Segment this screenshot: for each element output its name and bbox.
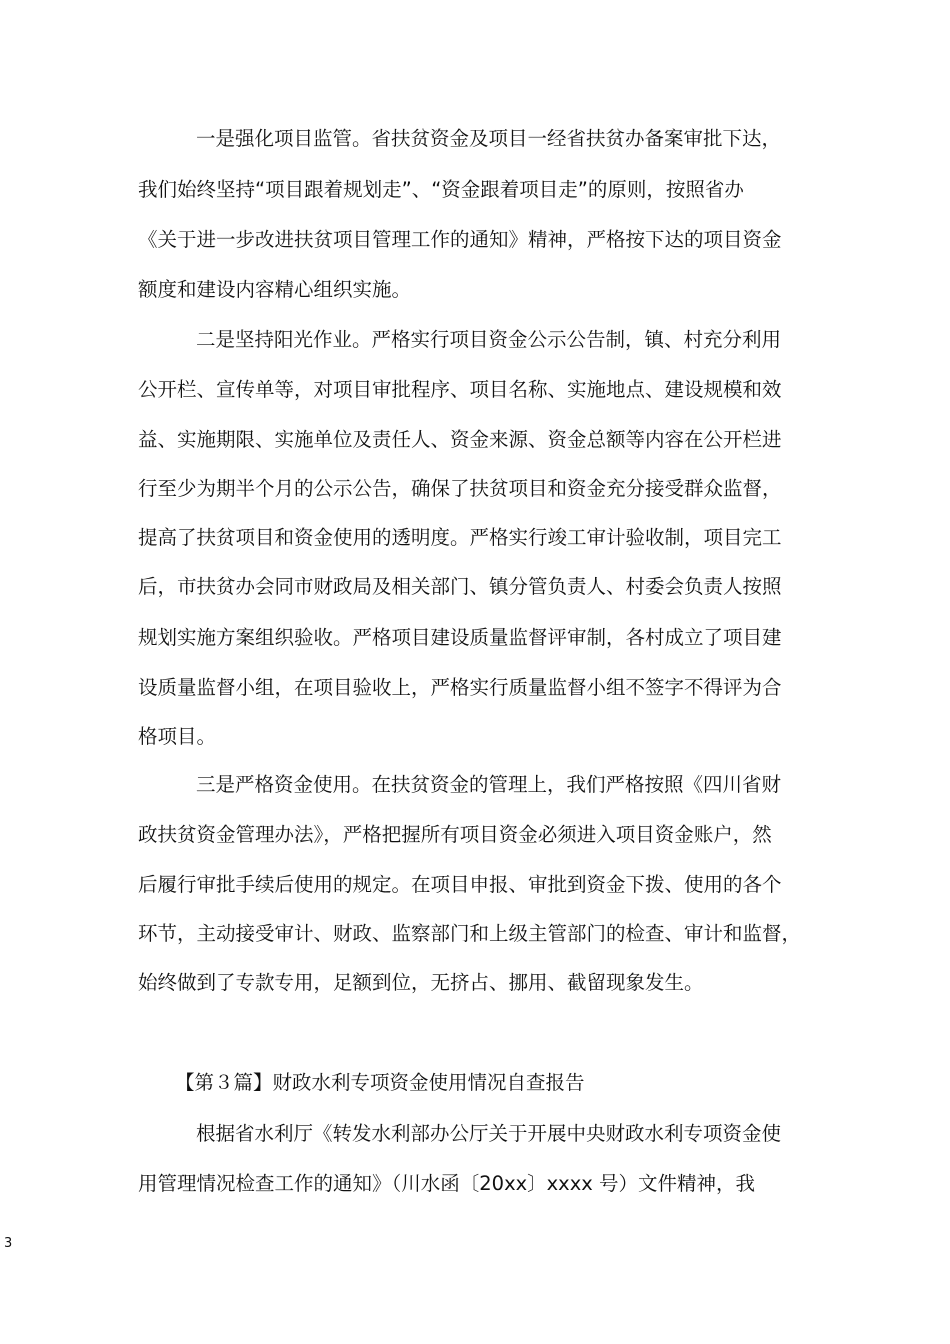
paragraph-line: 一是强化项目监管。省扶贫资金及项目一经省扶贫办备案审批下达， (196, 127, 782, 150)
paragraph-line: 政扶贫资金管理办法》，严格把握所有项目资金必须进入项目资金账户，然 (138, 823, 772, 846)
paragraph-line: 根据省水利厅《转发水利部办公厅关于开展中央财政水利专项资金使 (196, 1122, 782, 1145)
paragraph-line: 二是坚持阳光作业。严格实行项目资金公示公告制，镇、村充分利用 (196, 328, 782, 351)
paragraph-line: 格项目。 (138, 725, 217, 748)
paragraph-line: 三是严格资金使用。在扶贫资金的管理上，我们严格按照《四川省财 (196, 773, 782, 796)
paragraph-line: 行至少为期半个月的公示公告，确保了扶贫项目和资金充分接受群众监督， (138, 477, 782, 500)
paragraph-line: 后，市扶贫办会同市财政局及相关部门、镇分管负责人、村委会负责人按照 (138, 575, 782, 598)
page-number: 3 (4, 1236, 13, 1251)
paragraph-line: 后履行审批手续后使用的规定。在项目申报、审批到资金下拨、使用的各个 (138, 873, 782, 896)
paragraph-line: 始终做到了专款专用，足额到位，无挤占、挪用、截留现象发生。 (138, 971, 704, 994)
paragraph-line: 《关于进一步改进扶贫项目管理工作的通知》精神，严格按下达的项目资金 (138, 228, 782, 251)
paragraph-line: 我们始终坚持“项目跟着规划走”、“资金跟着项目走”的原则，按照省办 (138, 178, 744, 201)
paragraph-line: 公开栏、宣传单等，对项目审批程序、项目名称、实施地点、建设规模和效 (138, 378, 782, 401)
paragraph-line: 环节，主动接受审计、财政、监察部门和上级主管部门的检查、审计和监督， (138, 922, 802, 945)
paragraph-line: 额度和建设内容精心组织实施。 (138, 278, 412, 301)
section-heading: 【第３篇】财政水利专项资金使用情况自查报告 (175, 1071, 585, 1094)
paragraph-line: 提高了扶贫项目和资金使用的透明度。严格实行竣工审计验收制，项目完工 (138, 526, 782, 549)
paragraph-line: 规划实施方案组织验收。严格项目建设质量监督评审制，各村成立了项目建 (138, 626, 782, 649)
paragraph-line: 设质量监督小组，在项目验收上，严格实行质量监督小组不签字不得评为合 (138, 676, 782, 699)
paragraph-line: 用管理情况检查工作的通知》（川水函〔20xx〕xxxx 号）文件精神，我 (138, 1172, 756, 1195)
paragraph-line: 益、实施期限、实施单位及责任人、资金来源、资金总额等内容在公开栏进 (138, 428, 782, 451)
